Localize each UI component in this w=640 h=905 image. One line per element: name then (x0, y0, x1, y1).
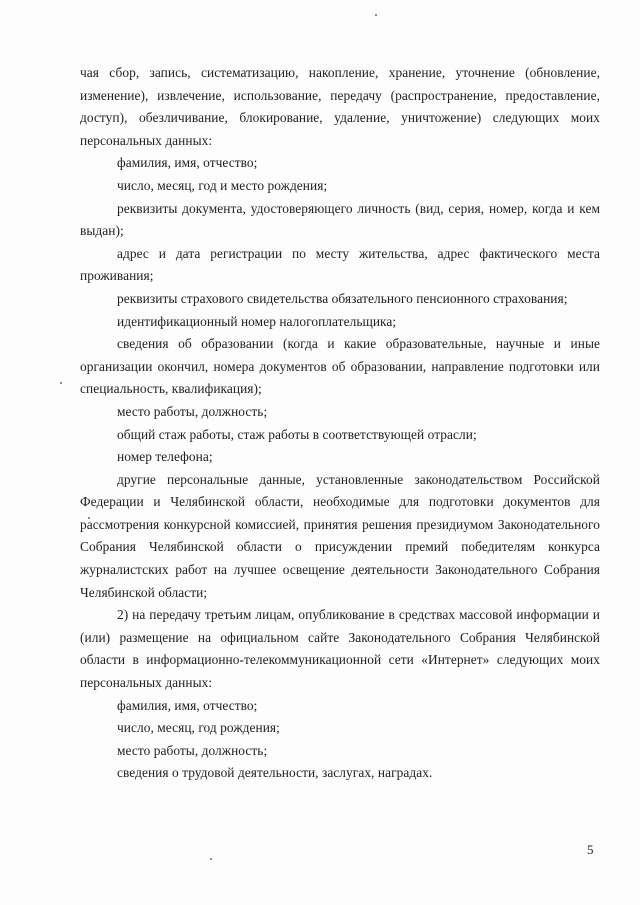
list-item-phone: номер телефона; (117, 449, 213, 465)
document-body (80, 62, 600, 785)
scan-speck (375, 14, 377, 16)
list-item-address: адрес и дата регистрации по месту жительства, адрес фактического места проживания; (80, 245, 600, 284)
list-item-birth-date: число, месяц, год рождения; (117, 720, 280, 736)
list-item-full-name: фамилия, имя, отчество; (117, 155, 258, 171)
list-item-work-experience: общий стаж работы, стаж работы в соответствующей отрасли; (117, 426, 477, 442)
page-number: 5 (587, 842, 594, 857)
scan-speck (210, 858, 212, 860)
paragraph-transfer-consent: 2) на передачу третьим лицам, опубликование в средствах массовой информации и (или) размещение на официальном сайте Законодательного Собрания Челябинской области в информационно-телекоммуникационной сети «Интернет» следующих моих персональных данных: (80, 607, 600, 691)
list-item-career-info: сведения о трудовой деятельности, заслугах, наградах. (117, 765, 433, 781)
list-item-workplace-2: место работы, должность; (117, 742, 268, 758)
list-item-birth-date-place: число, месяц, год и место рождения; (117, 177, 328, 193)
list-item-pension-insurance: реквизиты страхового свидетельства обязательного пенсионного страхования; (117, 290, 568, 306)
scan-speck (60, 382, 62, 384)
list-item-full-name-2: фамилия, имя, отчество; (117, 697, 258, 713)
list-item-workplace: место работы, должность; (117, 403, 268, 419)
list-item-education: сведения об образовании (когда и какие образовательные, научные и иные организации окончил, номера документов об образовании, направление подготовки или специальность, квалификация); (80, 336, 600, 397)
list-item-other-data: другие персональные данные, установленные законодательством Российской Федерации и Челябинской области, необходимые для подготовки документов для рассмотрения конкурсной комиссией, принятия решения президиумом Законодательного Собрания Челябинской области о присуждении премий победителям конкурса журналистских работ на лучшее освещение деятельности Законодательного Собрания Челябинской области; (80, 471, 600, 600)
list-item-tax-number: идентификационный номер налогоплательщика; (117, 313, 397, 329)
paragraph-consent-actions: чая сбор, запись, систематизацию, накопление, хранение, уточнение (обновление, изменение), извлечение, использование, передачу (распространение, предоставление, доступ), обезличивание, блокирование, удаление, уничтожение) следующих моих персональных данных: (80, 65, 600, 148)
list-item-id-document: реквизиты документа, удостоверяющего личность (вид, серия, номер, когда и кем выдан); (80, 200, 600, 239)
